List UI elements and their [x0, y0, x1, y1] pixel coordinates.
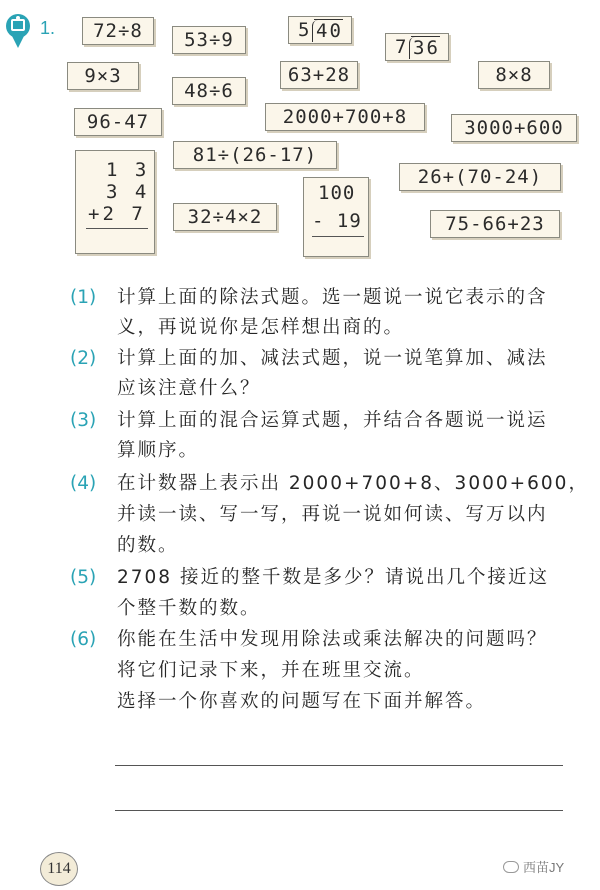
- question-line: 计算上面的除法式题。选一题说一说它表示的含: [117, 287, 548, 308]
- dividend: 36: [413, 37, 440, 59]
- question-number: (4): [70, 473, 97, 494]
- dividend: 40: [316, 20, 343, 42]
- question-line: 选择一个你喜欢的问题写在下面并解答。: [117, 691, 487, 712]
- long-division-5-40: [288, 16, 352, 44]
- question-line: 2708 接近的整千数是多少？请说出几个接近这: [117, 567, 549, 588]
- minuend: 100: [318, 182, 356, 204]
- card-81-div-paren: 81÷(26-17): [173, 141, 337, 169]
- card-32-div-4-times-2: 32÷4×2: [173, 203, 277, 231]
- vertical-addition: [75, 150, 155, 254]
- card-96-minus-47: 96-47: [74, 108, 162, 136]
- answer-line[interactable]: [115, 765, 563, 766]
- vertical-subtraction: [303, 177, 369, 257]
- question-line: 算顺序。: [117, 440, 200, 461]
- card-48-div-6: 48÷6: [172, 77, 246, 105]
- question-number: (1): [70, 287, 97, 308]
- question-number: (3): [70, 410, 97, 431]
- card-26-plus-paren: 26+(70-24): [399, 163, 561, 191]
- difference-line: [312, 236, 364, 237]
- wechat-icon: [503, 861, 519, 873]
- card-8-times-8: 8×8: [478, 61, 550, 89]
- watermark: [503, 857, 564, 876]
- answer-line[interactable]: [115, 810, 563, 811]
- card-9-times-3: 9×3: [67, 62, 139, 90]
- question-number: (2): [70, 348, 97, 369]
- watermark-text: 西苗JY: [523, 860, 565, 875]
- page-number: 114: [40, 852, 78, 886]
- card-53-div-9: 53÷9: [172, 26, 246, 54]
- question-number: (5): [70, 567, 97, 588]
- question-line: 计算上面的混合运算式题，并结合各题说一说运: [117, 410, 548, 431]
- question-number: (6): [70, 629, 97, 650]
- card-63-plus-28: 63+28: [280, 61, 358, 89]
- question-line: 个整千数的数。: [117, 598, 261, 619]
- addend-1: 1 3: [106, 159, 150, 181]
- question-line: 将它们记录下来，并在班里交流。: [117, 660, 425, 681]
- sum-line: [86, 228, 148, 229]
- card-2000-700-8: 2000+700+8: [265, 103, 425, 131]
- question-line: 并读一读、写一写，再说一说如何读、写万以内: [117, 504, 548, 525]
- question-line: 义，再说说你是怎样想出商的。: [117, 317, 405, 338]
- question-line: 你能在生活中发现用除法或乘法解决的问题吗？: [117, 629, 548, 650]
- exercise-number: 1.: [40, 18, 56, 38]
- card-75-66-23: 75-66+23: [430, 210, 560, 238]
- divisor: 7: [395, 36, 409, 58]
- exercise-badge-icon: [6, 14, 30, 38]
- question-line: 的数。: [117, 535, 179, 556]
- card-3000-600: 3000+600: [451, 114, 577, 142]
- card-72-div-8: 72÷8: [82, 17, 154, 45]
- question-line: 在计数器上表示出 2000+700+8、3000+600，: [117, 473, 589, 494]
- addend-3: +2 7: [88, 203, 146, 225]
- question-line: 应该注意什么？: [117, 378, 261, 399]
- long-division-7-36: [385, 33, 449, 61]
- divisor: 5: [298, 19, 312, 41]
- subtrahend: - 19: [312, 210, 362, 232]
- addend-2: 3 4: [106, 181, 150, 203]
- question-line: 计算上面的加、减法式题，说一说笔算加、减法: [117, 348, 548, 369]
